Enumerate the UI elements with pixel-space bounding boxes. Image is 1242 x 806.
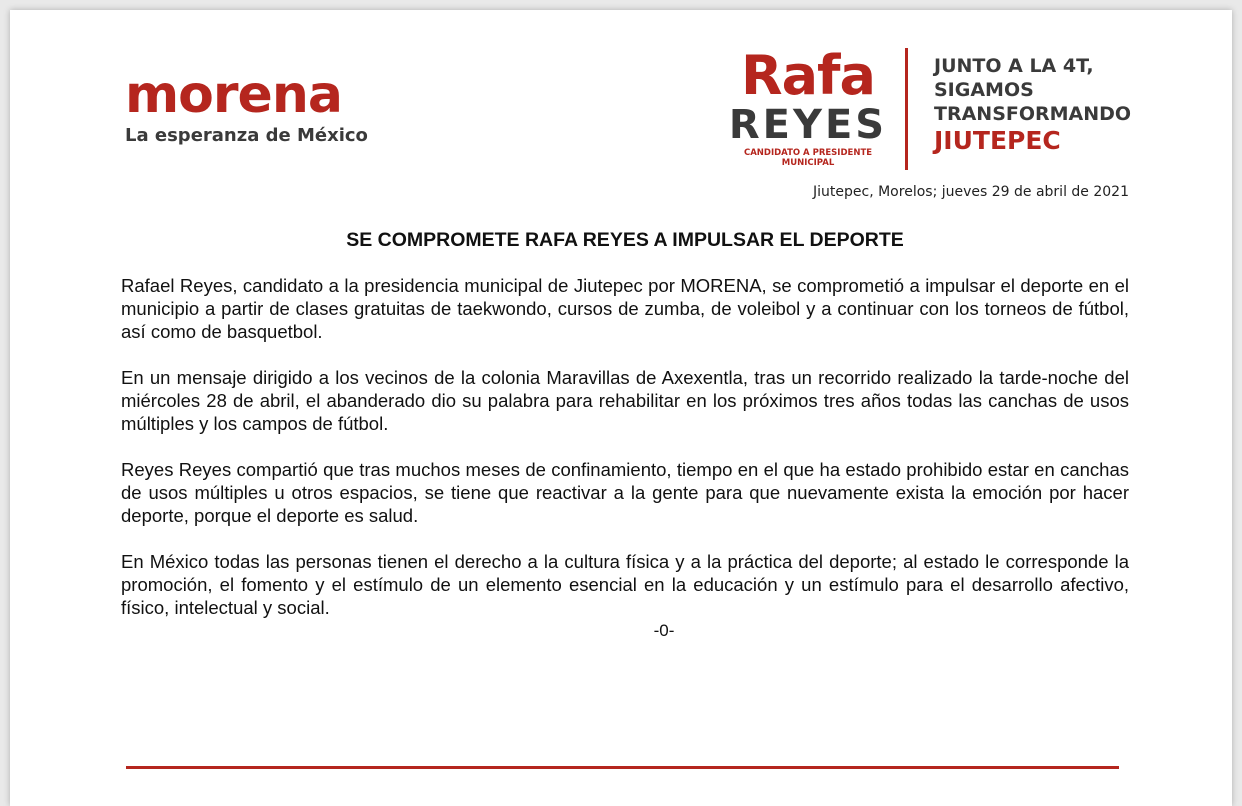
header-divider — [905, 48, 908, 170]
candidate-first-name: Rafa — [741, 44, 875, 107]
dateline: Jiutepec, Morelos; jueves 29 de abril de 2021 — [813, 184, 1129, 200]
press-release-page — [10, 10, 1232, 806]
closing-mark: -0- — [653, 621, 675, 640]
article-body — [121, 274, 1129, 642]
footer-rule — [126, 766, 1119, 769]
candidate-role-line2: MUNICIPAL — [781, 158, 835, 168]
morena-logo — [125, 65, 385, 147]
article-paragraph-2: En un mensaje dirigido a los vecinos de la colonia Maravillas de Axexentla, tras un recorrido realizado la tarde-noche del miércoles 28 de abril, el abanderado dio su palabra para rehabilitar en los próximos tres años todas las canchas de usos múltiples y los campos de fútbol. — [121, 367, 1129, 434]
campaign-slogan — [934, 54, 1164, 156]
slogan-city: JIUTEPEC — [934, 126, 1061, 155]
slogan-line-3: TRANSFORMANDO — [934, 103, 1132, 125]
candidate-last-name: REYES — [728, 102, 888, 148]
slogan-line-2: SIGAMOS — [934, 79, 1034, 101]
candidate-role-line1: CANDIDATO A PRESIDENTE — [743, 148, 873, 158]
morena-tagline: La esperanza de México — [125, 125, 368, 146]
article-paragraph-4: En México todas las personas tienen el derecho a la cultura física y a la práctica del deporte; al estado le corresponde la promoción, el fomento y el estímulo de un elemento esencial en la educación y un estímulo para el desarrollo afectivo, físico, intelectual y social. — [121, 551, 1129, 618]
candidate-logo — [728, 44, 888, 168]
article-paragraph-3: Reyes Reyes compartió que tras muchos meses de confinamiento, tiempo en el que ha estado prohibido estar en canchas de usos múltiples u otros espacios, se tiene que reactivar a la gente para que nuevamente exista la emoción por hacer deporte, porque el deporte es salud. — [121, 459, 1129, 526]
slogan-line-1: JUNTO A LA 4T, — [934, 55, 1094, 77]
article-paragraph-1: Rafael Reyes, candidato a la presidencia municipal de Jiutepec por MORENA, se comprometió a impulsar el deporte en el municipio a partir de clases gratuitas de taekwondo, cursos de zumba, de voleibol y a continuar con los torneos de fútbol, así como de basquetbol. — [121, 275, 1129, 342]
candidate-role — [728, 148, 888, 168]
morena-wordmark: morena — [125, 65, 342, 125]
article-headline: SE COMPROMETE RAFA REYES A IMPULSAR EL DEPORTE — [346, 229, 904, 251]
